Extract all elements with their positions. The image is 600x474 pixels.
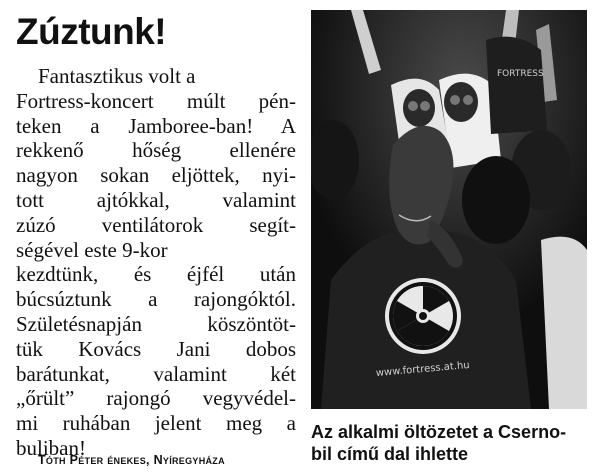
article-line: buliban! — [16, 435, 86, 460]
radiation-symbol-core — [419, 312, 427, 320]
article-line: Születésnapján köszöntöt- — [16, 311, 296, 336]
article-line: mi ruhában jelent meg a — [16, 411, 296, 436]
article-line: barátunkat, valamint két — [16, 361, 296, 386]
audience-head — [462, 156, 530, 244]
article-body — [16, 64, 296, 461]
gas-mask-lens — [420, 101, 430, 111]
photo-caption — [311, 421, 596, 465]
gas-mask — [444, 82, 478, 122]
article-line: „őrült” rajongó vegyvédel- — [16, 386, 296, 411]
article-line: teken a Jamboree-ban! A — [16, 113, 296, 138]
article-line: tük Kovács Jani dobos — [16, 336, 296, 361]
article-line: ségével este 9-kor — [16, 237, 168, 262]
article-line: zúzó ventilátorok segít- — [16, 212, 296, 237]
headline: Zúztunk! — [16, 11, 167, 52]
concert-photo-illustration — [311, 10, 587, 409]
article-line: rekkenő hőség ellenére — [16, 138, 296, 163]
gas-mask-lens — [408, 101, 418, 111]
article-line: Fantasztikus volt a — [38, 64, 196, 88]
concert-photo — [311, 10, 587, 409]
article-line: tott ajtókkal, valamint — [16, 187, 296, 212]
article-line: búcsúztunk a rajongóktól. — [16, 287, 296, 312]
audience-member — [541, 237, 587, 409]
gas-mask-lens — [463, 95, 473, 105]
article-line: Fortress-koncert múlt pén- — [16, 88, 296, 113]
caption-line: Az alkalmi öltözetet a Cserno- — [311, 422, 567, 442]
band-member — [486, 37, 547, 134]
gas-mask-lens — [450, 95, 460, 105]
gas-mask — [403, 89, 435, 127]
article-line: kezdtünk, és éjfél után — [16, 262, 296, 287]
shirt-back-text: www.fortress.at.hu — [375, 359, 471, 380]
shirt-front-text: FORTRESS — [497, 69, 544, 79]
caption-line: bil című dal ihlette — [311, 444, 469, 464]
article-line: nagyon sokan eljöttek, nyi- — [16, 163, 296, 188]
author-signature: Tóth Péter énekes, Nyíregyháza — [38, 453, 225, 467]
